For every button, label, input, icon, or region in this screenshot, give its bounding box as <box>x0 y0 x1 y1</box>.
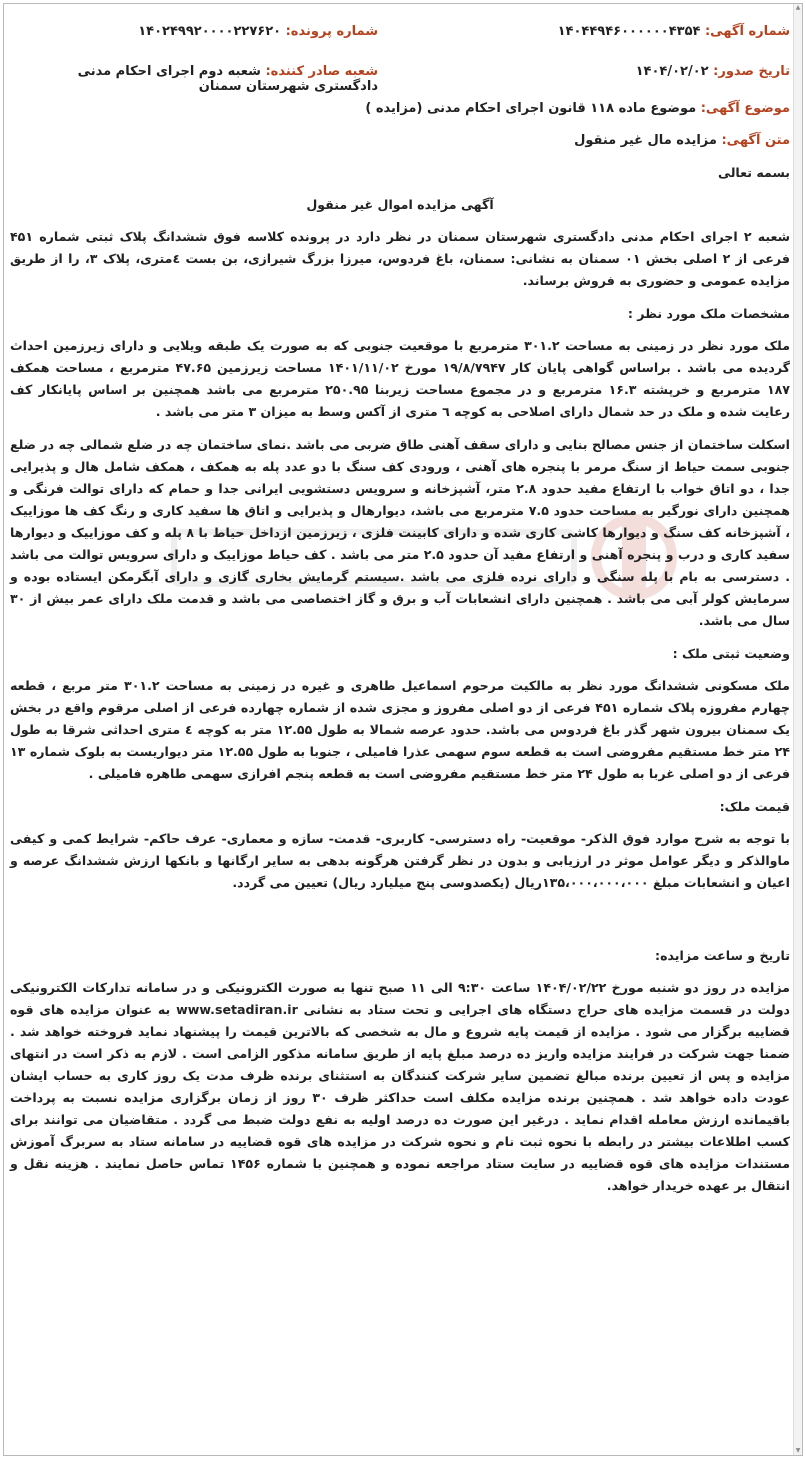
spec-heading: مشخصات ملک مورد نظر : <box>627 306 790 321</box>
auction-date-paragraph: مزایده در روز دو شنبه مورخ ۱۴۰۴/۰۲/۲۲ ساعت ۹:۳۰ الی ۱۱ صبح تنها به صورت الکترونیکی و در سامانه تدارکات الکترونیکی دولت در قسمت مزایده های حراج دستگاه های اجرایی و تحت ستاد به نشانی www.setadiran.ir به عنوان مزایده های قوه قضاییه برگزار می شود . مزایده از قیمت پایه شروع و مال به شخصی که بالاترین قیمت را پیشنهاد نماید فروخته خواهد شد . ضمنا جهت شرکت در فرایند مزایده واریز ده درصد مبلغ پایه از طریق سامانه مذکور الزامی است . لازم به ذکر است در انتهای مزایده و پس از تعیین برنده مبالغ تضمین سایر شرکت کنندگان به استثنای برنده ظرف مدت یک روز کاری به حساب ایشان عودت داده خواهد شد . همچنین برنده مزایده مکلف است حداکثر ظرف ۳۰ روز از زمان برگزاری مزایده نسبت به پرداخت باقیمانده ارزش معامله اقدام نماید . درغیر این صورت ده درصد اولیه به نفع دولت ضبط می گردد . متقاضیان می توانند برای کسب اطلاعات بیشتر در رابطه با نحوه ثبت نام و نحوه شرکت در مزایده های قوه قضاییه در سامانه ستاد به سربرگ آموزش مستندات مزایده های قوه قضاییه در سایت ستاد مراجعه نموده و همچنین با شماره ۱۴۵۶ تماس حاصل نمایند . هزینه نقل و انتقال بر عهده خریدار خواهد. <box>10 980 790 1193</box>
issuer-value: شعبه دوم اجرای احکام مدنی دادگستری شهرستان سمنان <box>77 64 378 94</box>
spec-paragraph-2: اسکلت ساختمان از جنس مصالح بنایی و دارای سقف آهنی طاق ضربی می باشد .نمای ساختمان چه در ضلع شمالی چه در ضلع جنوبی سمت حیاط از سنگ مرمر با پنجره های آهنی ، ورودی کف سنگ با دو عدد پله به همکف ، همکف شامل هال و پذیرایی جدا ، دو اتاق خواب با ارتفاع مفید حدود ۲.۸ متر، آشپزخانه و سرویس دستشویی ایرانی جدا و حمام که دارای توالت فرنگی و همچنین دارای نورگیر به مساحت حدود ۷.۵ مترمربع می باشد، دیوارهال و پذیرایی و اتاق ها سفید کاری و رنگ کف ها موزاییک ، آشپزخانه کف سنگ و دیوارها کاشی کاری شده و دارای کابینت فلزی ، زیرزمین ازداخل حیاط با ۸ پله و کف موزاییک و دیوارها سفید کاری و درب و پنجره آهنی و ارتفاع مفید آن حدود ۲.۵ متر می باشد . کف حیاط موزاییک و دارای سرویس توالت می باشد . دسترسی به بام با پله سنگی و دارای نرده فلزی می باشد .سیستم گرمایش بخاری گازی و دارای آبگرمکن ایستاده بوده و سرمایش کولر آبی می باشد . همچنین دارای انشعابات آب و برق و گاز اختصاصی می باشد و قدمت ملک دارای عمر بیش از ۳۰ سال می باشد. <box>10 437 791 628</box>
issue-date-label: تاریخ صدور: <box>713 64 790 79</box>
registration-paragraph: ملک مسکونی ششدانگ مورد نظر به مالکیت مرحوم اسماعیل طاهری و غیره در زمینی به مساحت ۳۰۱.۲ متر مربع ، قطعه چهارم مفروزه پلاک شماره ۴۵۱ فرعی از دو اصلی مفروز و مجزی شده از شماره چهارده فرعی از اصلی مرقوم واقع در بخش یک سمنان بیرون شهر گذر باغ فردوس می باشد. حدود عرصه شمالا به طول ۱۲.۵۵ متر به کوچه ٤ متری احداثی شرقا به طول ۲۴ متر خط مستقیم مفروضی است به قطعه سوم سهمی عذرا فامیلی ، جنوبا به طول ۱۲.۵۵ متر دیواریست به بلوک شماره ۱۳ فرعی از دو اصلی غربا به طول ۲۴ متر خط مستقیم مفروضی است به قطعه پنجم افرازی سهمی طاهره فامیلی . <box>10 678 790 781</box>
document-content <box>10 4 790 1455</box>
ad-text-value: مزایده مال غیر منقول <box>574 133 717 148</box>
scroll-down-arrow-icon[interactable]: ▼ <box>795 1447 801 1454</box>
ad-number-label: شماره آگهی: <box>704 24 790 39</box>
subject-label: موضوع آگهی: <box>700 101 790 116</box>
ad-title: آگهی مزایده اموال غیر منقول <box>306 197 494 212</box>
price-heading: قیمت ملک: <box>719 799 790 814</box>
issue-date <box>636 64 790 79</box>
bismillah: بسمه تعالی <box>717 165 790 180</box>
ad-body <box>10 162 790 1197</box>
issuer <box>10 64 378 94</box>
meta-row-2 <box>10 46 790 94</box>
price-paragraph: با توجه به شرح موارد فوق الذکر- موقعیت- راه دسترسی- کاربری- قدمت- سازه و معماری- عرف حاکم- شرایط کمی و کیفی ماوالذکر و دیگر عوامل موثر در ارزیابی و بدون در نظر گرفتن هرگونه بدهی به سایر ارگانها و بانکها ارزش ششدانگ عرصه و اعیان و انشعابات مبلغ ۱۳۵،۰۰۰،۰۰۰،۰۰۰ریال (یکصدوسی پنج میلیارد ریال) تعیین می گردد. <box>10 831 790 890</box>
ad-number-value: ۱۴۰۴۴۹۴۶۰۰۰۰۰۰۴۳۵۴ <box>557 24 701 39</box>
subject-line <box>10 98 790 120</box>
meta-row-1 <box>10 4 790 46</box>
document-frame <box>3 3 803 1456</box>
ad-number <box>558 24 790 39</box>
case-number-label: شماره پرونده: <box>285 24 378 39</box>
vertical-scrollbar[interactable] <box>793 4 802 1455</box>
spec-paragraph-1: ملک مورد نظر در زمینی به مساحت ۳۰۱.۲ مترمربع با موقعیت جنوبی که به صورت یک طبقه ویلایی و دارای زیرزمین احداث گردیده می باشد . براساس گواهی پایان کار ۱۹/۸/۷۹۴۷ مورخ ۱۴۰۱/۱۱/۰۲ مساحت زیرزمین ۴۷.۶۵ مترمربع ، مساحت همکف ۱۸۷ مترمربع و خرپشته ۱۶.۳ مترمربع و در مجموع مساحت زیربنا ۲۵۰.۹۵ مترمربع می باشد همچنین بر اساس پایانکار کف رعایت شده و ملک در حد شمال دارای اصلاحی به کوچه ٦ متری از آکس وسط به میزان ۳ متر می باشد . <box>10 338 791 419</box>
intro-paragraph: شعبه ۲ اجرای احکام مدنی دادگستری شهرستان سمنان در نظر دارد در پرونده کلاسه فوق ششدانگ پلاک ثبتی شماره ۴۵۱ فرعی از ۲ اصلی بخش ۰۱ سمنان به نشانی: سمنان، باغ فردوس، میرزا بزرگ شیرازی، بن بست ٤متری، پلاک ۳، را از طریق مزایده عمومی و حضوری به فروش برساند. <box>10 229 791 288</box>
case-number <box>138 24 378 39</box>
auction-date-heading: تاریخ و ساعت مزایده: <box>655 948 790 963</box>
subject-value: موضوع ماده ۱۱۸ قانون اجرای احکام مدنی (مزایده ) <box>365 101 697 116</box>
ad-text-label: متن آگهی: <box>721 133 790 148</box>
registration-heading: وضعیت ثبتی ملک : <box>672 646 790 661</box>
case-number-value: ۱۴۰۲۴۹۹۲۰۰۰۰۲۲۷۶۲۰ <box>138 24 282 39</box>
issue-date-value: ۱۴۰۴/۰۲/۰۲ <box>635 64 709 79</box>
issuer-label: شعبه صادر کننده: <box>265 64 378 79</box>
ad-text-line <box>10 130 790 152</box>
scroll-up-arrow-icon[interactable]: ▲ <box>795 4 801 11</box>
